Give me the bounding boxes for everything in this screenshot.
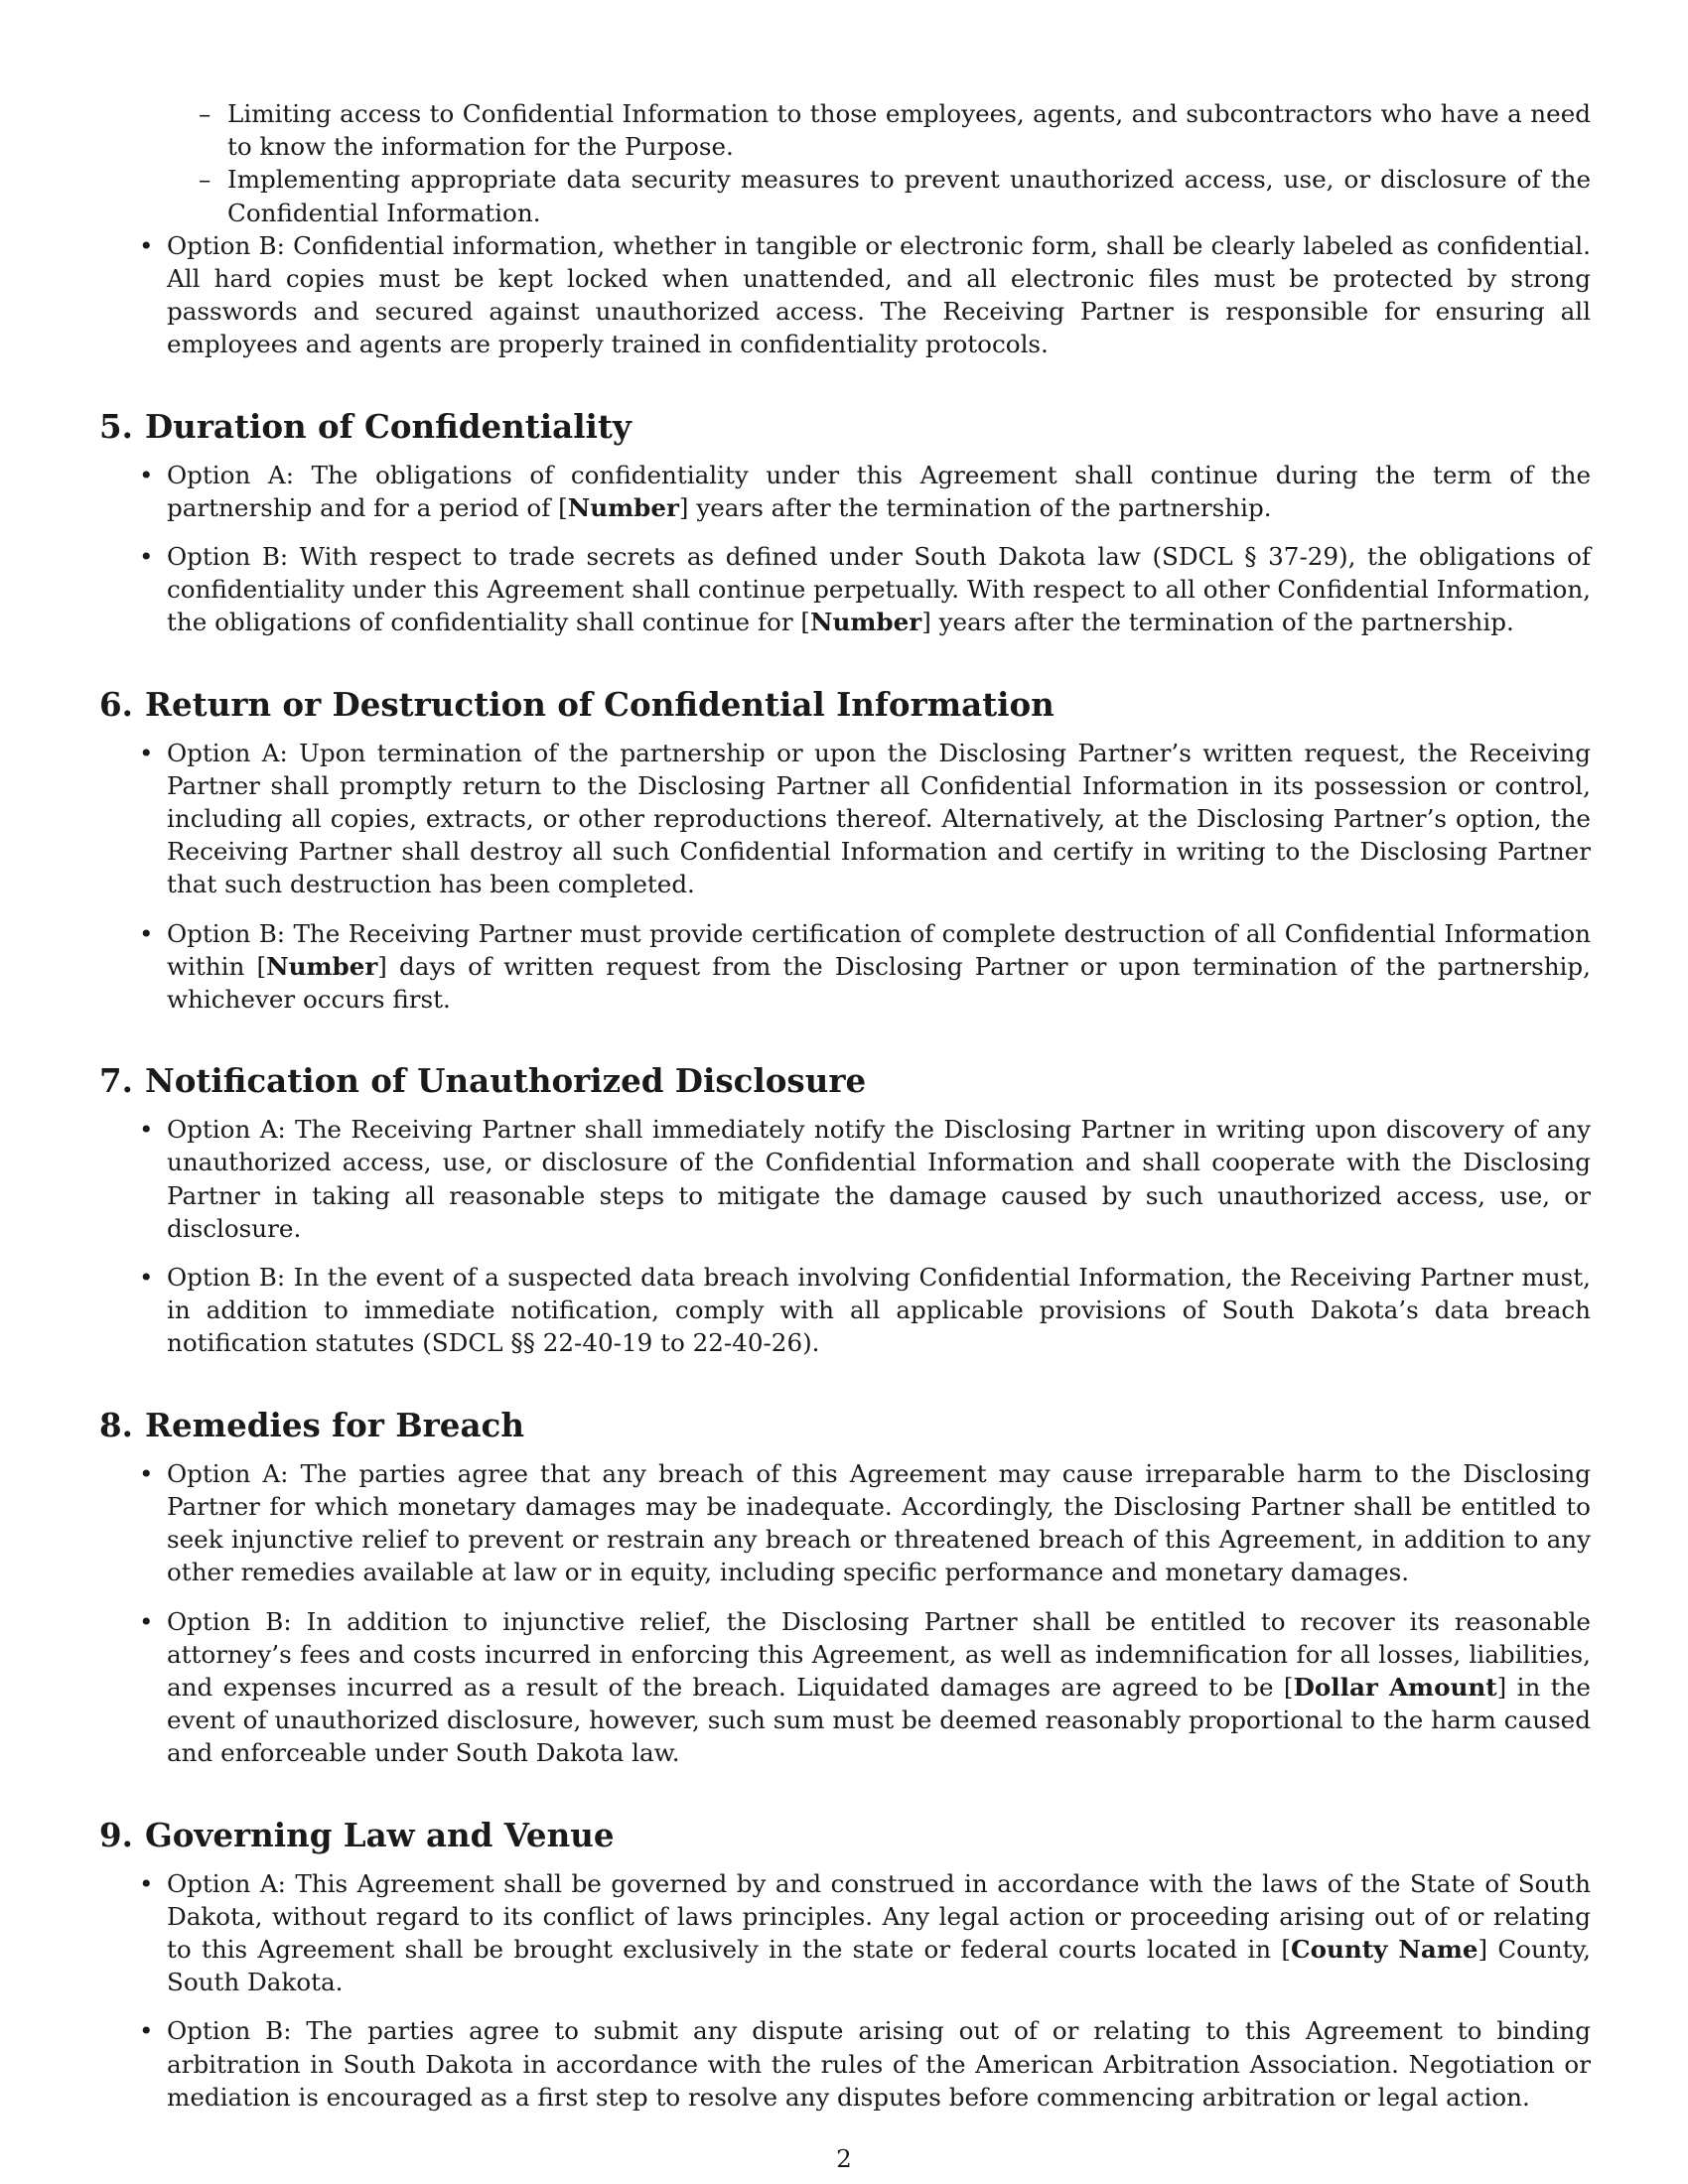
section-heading: 6. Return or Destruction of Confidential Information <box>99 684 1055 724</box>
list-item: • Option B: Confidential information, whether in tangible or electronic form, shall be clearly labeled as confidential. All hard copies must be kept locked when unattended, and all electronic files must be protected by strong passwords and secured against unauthorized access. The Receiving Partner is responsible for ensuring all employees and agents are properly trained in confidentiality protocols. <box>139 230 1591 359</box>
section-heading: 7. Notification of Unauthorized Disclosure <box>99 1061 867 1101</box>
list-item: • Option A: The obligations of confidentiality under this Agreement shall continue during the term of the partnership and for a period of [Number] years after the termination of the partnership. <box>139 460 1591 522</box>
section-options-list <box>99 737 1591 1017</box>
bullet-dot: • <box>139 1115 154 1145</box>
section-options-list <box>99 1113 1591 1359</box>
section-heading: 5. Duration of Confidentiality <box>99 406 632 446</box>
list-item: • Option B: The parties agree to submit any dispute arising out of or relating to this Agreement to binding arbitration in South Dakota in accordance with the rules of the American Arbitration Association. Negotiation or mediation is encouraged as a first step to resolve any disputes before commencing arbitration or legal action. <box>139 2016 1591 2112</box>
list-item: – Implementing appropriate data security measures to prevent unauthorized access, use, or disclosure of the Confidential Information. <box>199 165 1591 227</box>
placeholder-field: Number <box>266 951 378 981</box>
section-options-list <box>99 459 1591 639</box>
list-item: • Option A: Upon termination of the partnership or upon the Disclosing Partner’s written request, the Receiving Partner shall promptly return to the Disclosing Partner all Confidential Information in its possession or control, including all copies, extracts, or other reproductions thereof. Alternatively, at the Disclosing Partner’s option, the Receiving Partner shall destroy all such Confidential Information and certify in writing to the Disclosing Partner that such destruction has been completed. <box>139 738 1591 899</box>
top-options-list <box>99 229 1591 361</box>
list-item: • Option A: The Receiving Partner shall immediately notify the Disclosing Partner in writing upon discovery of any unauthorized access, use, or disclosure of the Confidential Information and shall cooperate with the Disclosing Partner in taking all reasonable steps to mitigate the damage caused by such unauthorized access, use, or disclosure. <box>139 1115 1591 1243</box>
bullet-dot: • <box>139 918 154 948</box>
list-item: • Option A: The parties agree that any breach of this Agreement may cause irreparable harm to the Disclosing Partner for which monetary damages may be inadequate. Accordingly, the Disclosing Partner shall be entitled to seek injunctive relief to prevent or restrain any breach or threatened breach of this Agreement, in addition to any other remedies available at law or in equity, including specific performance and monetary damages. <box>139 1458 1591 1587</box>
placeholder-field: Number <box>567 492 679 522</box>
section-options-list <box>99 1457 1591 1770</box>
bullet-dot: • <box>139 1458 154 1488</box>
bullet-dot: • <box>139 1263 154 1293</box>
section-options-list <box>99 1867 1591 2114</box>
dash-bullet: – <box>199 99 211 128</box>
security-measures-sublist <box>99 97 1591 229</box>
placeholder-field: County Name <box>1291 1934 1478 1964</box>
bullet-dot: • <box>139 230 154 260</box>
section-heading: 9. Governing Law and Venue <box>99 1815 615 1854</box>
placeholder-field: Number <box>810 608 922 637</box>
page-number: 2 <box>836 2144 852 2173</box>
dash-bullet: – <box>199 165 211 195</box>
list-item: • Option B: In addition to injunctive relief, the Disclosing Partner shall be entitled to recover its reasonable attorney’s fees and costs incurred in enforcing this Agreement, as well as indemnification for all losses, liabilities, and expenses incurred as a result of the breach. Liquidated damages are agreed to be [Dollar Amount] in the event of unauthorized disclosure, however, such sum must be deemed reasonably proportional to the harm caused and enforceable under South Dakota law. <box>139 1606 1591 1768</box>
bullet-dot: • <box>139 460 154 489</box>
bullet-dot: • <box>139 1868 154 1898</box>
list-item: • Option B: The Receiving Partner must provide certification of complete destruction of all Confidential Information within [Number] days of written request from the Disclosing Partner or upon termination of the partnership, whichever occurs first. <box>139 918 1591 1015</box>
section-heading: 8. Remedies for Breach <box>99 1405 524 1444</box>
bullet-dot: • <box>139 1606 154 1636</box>
list-item: • Option B: With respect to trade secrets as defined under South Dakota law (SDCL § 37-29), the obligations of confidentiality under this Agreement shall continue perpetually. With respect to all other Confidential Information, the obligations of confidentiality shall continue for [Number] years after the termination of the partnership. <box>139 542 1591 637</box>
bullet-dot: • <box>139 2016 154 2046</box>
bullet-dot: • <box>139 738 154 767</box>
list-item: • Option B: In the event of a suspected data breach involving Confidential Information, the Receiving Partner must, in addition to immediate notification, comply with all applicable provisions of South Dakota’s data breach notification statutes (SDCL §§ 22-40-19 to 22-40-26). <box>139 1263 1591 1358</box>
placeholder-field: Dollar Amount <box>1293 1672 1497 1702</box>
document-page <box>99 97 1591 2114</box>
list-item: – Limiting access to Confidential Information to those employees, agents, and subcontractors who have a need to know the information for the Purpose. <box>199 99 1591 162</box>
list-item: • Option A: This Agreement shall be governed by and construed in accordance with the laws of the State of South Dakota, without regard to its conflict of laws principles. Any legal action or proceeding arising out of or relating to this Agreement shall be brought exclusively in the state or federal courts located in [County Name] County, South Dakota. <box>139 1868 1591 1997</box>
bullet-dot: • <box>139 542 154 572</box>
